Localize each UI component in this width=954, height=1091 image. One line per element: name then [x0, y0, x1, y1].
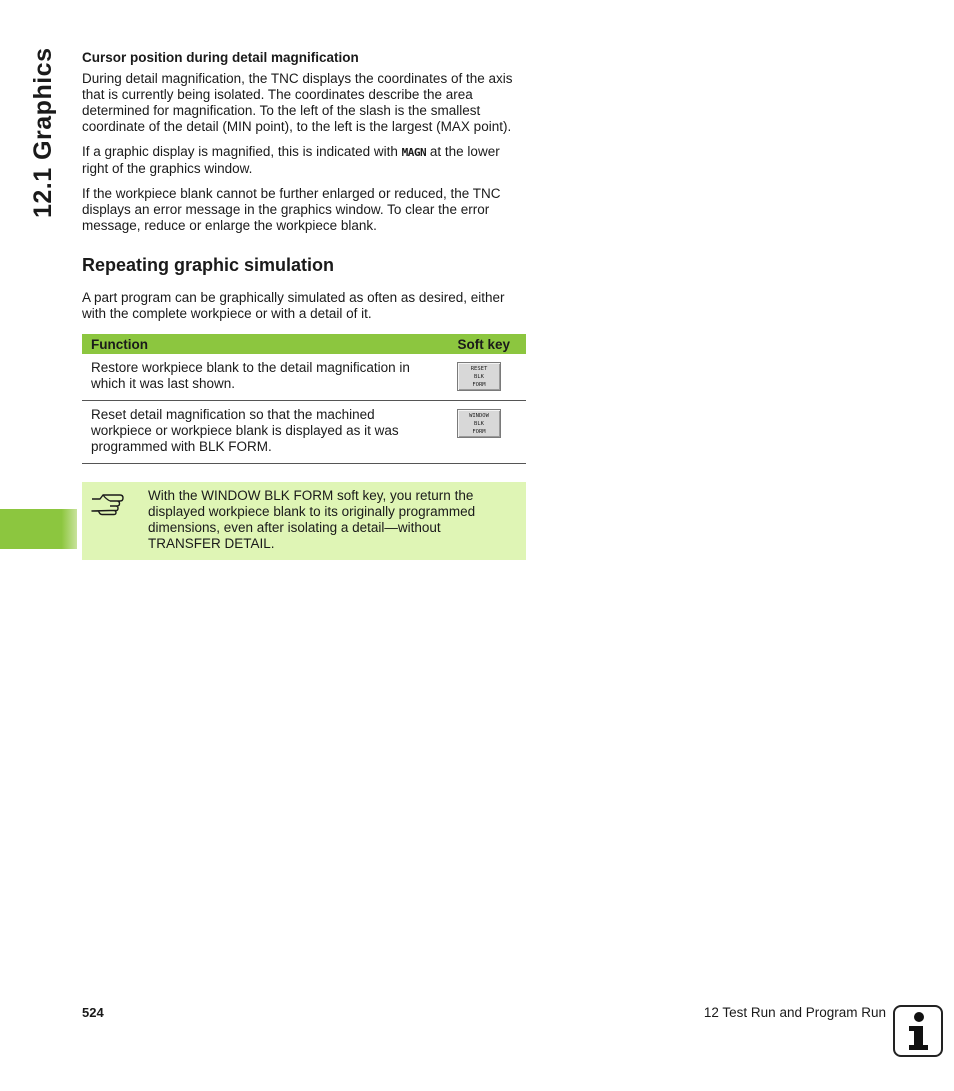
softkey-column-header: Soft key — [427, 334, 526, 354]
softkey-label-line: BLK — [474, 374, 484, 380]
para2-text-after: at the lower right of the graphics window. — [82, 144, 500, 176]
info-icon — [893, 1005, 943, 1057]
function-column-header: Function — [82, 334, 427, 354]
softkey-label-line: BLK — [474, 421, 484, 427]
main-content — [82, 50, 526, 560]
chapter-side-title: 12.1 Graphics — [29, 47, 57, 218]
function-softkey-table — [82, 334, 526, 464]
cursor-paragraph-2 — [82, 144, 526, 177]
footer-chapter-title: 12 Test Run and Program Run — [703, 1005, 886, 1020]
reset-blk-form-softkey[interactable] — [457, 362, 501, 391]
magn-indicator: MAGN — [401, 146, 427, 159]
function-description: Reset detail magnification so that the machined workpiece or workpiece blank is displayed as it was programmed with BLK FORM. — [82, 401, 427, 464]
chapter-tab-marker — [0, 509, 77, 549]
note-text: With the WINDOW BLK FORM soft key, you return the displayed workpiece blank to its originally programmed dimensions, even after isolating a detail—without TRANSFER DETAIL. — [148, 488, 476, 551]
softkey-label-line: FORM — [472, 382, 486, 388]
window-blk-form-softkey[interactable] — [457, 409, 501, 438]
cursor-position-heading: Cursor position during detail magnification — [82, 50, 359, 65]
para2-text-before: If a graphic display is magnified, this is indicated with — [82, 144, 402, 159]
repeating-intro: A part program can be graphically simulated as often as desired, either with the complete workpiece or with a detail of it. — [82, 290, 505, 321]
table-header-row — [82, 334, 526, 354]
softkey-label-line: WINDOW — [469, 413, 489, 419]
cursor-paragraph-3: If the workpiece blank cannot be further enlarged or reduced, the TNC displays an error message in the graphics window. To clear the error message, reduce or enlarge the workpiece blank. — [82, 186, 501, 233]
page-number: 524 — [82, 1005, 104, 1020]
table-row — [82, 354, 526, 401]
info-glyph — [895, 1007, 941, 1055]
note-box — [82, 482, 526, 560]
function-description: Restore workpiece blank to the detail magnification in which it was last shown. — [82, 354, 427, 401]
table-row — [82, 401, 526, 464]
cursor-paragraph-1: During detail magnification, the TNC displays the coordinates of the axis that is currently being isolated. The coordinates describe the area determined for magnification. To the left of the slash is the smallest coordinate of the detail (MIN point), to the left is the largest (MAX point). — [82, 71, 513, 134]
pointing-hand-icon — [90, 490, 126, 516]
softkey-label-line: FORM — [472, 429, 486, 435]
softkey-label-line: RESET — [470, 366, 488, 372]
repeating-simulation-heading: Repeating graphic simulation — [82, 255, 335, 275]
